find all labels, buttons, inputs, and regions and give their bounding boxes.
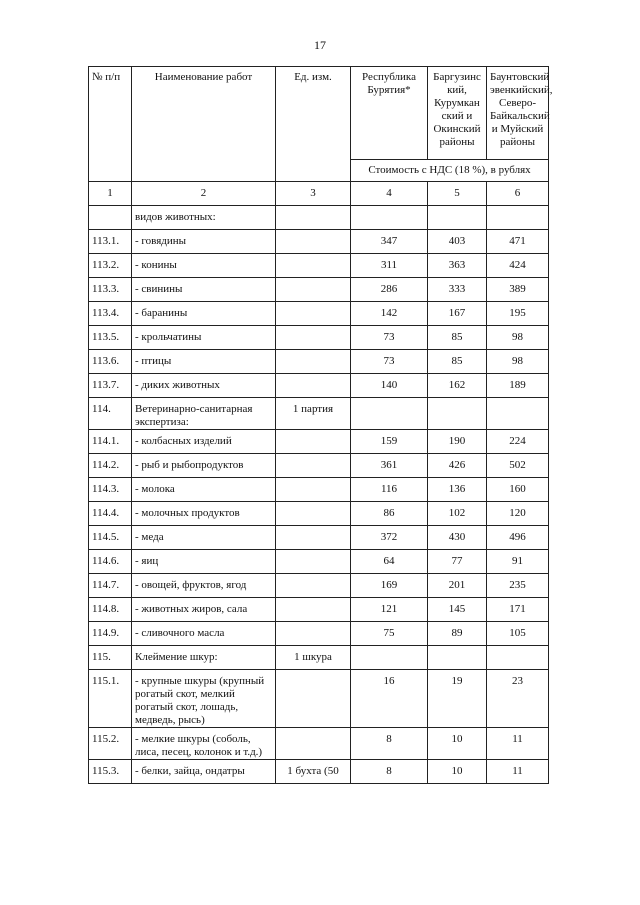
header-col-number: 4 — [351, 182, 428, 206]
row-price-barguzin — [428, 206, 487, 230]
row-price-baunt: 171 — [487, 598, 549, 622]
table-row — [89, 454, 549, 478]
row-price-baunt: 98 — [487, 326, 549, 350]
row-unit — [276, 350, 351, 374]
row-price-republic: 116 — [351, 478, 428, 502]
table-row — [89, 302, 549, 326]
row-unit — [276, 574, 351, 598]
row-price-republic: 372 — [351, 526, 428, 550]
row-unit: 1 бухта (50 — [276, 760, 351, 784]
table-row — [89, 728, 549, 760]
row-price-republic — [351, 646, 428, 670]
table-row — [89, 230, 549, 254]
header-col-number: 6 — [487, 182, 549, 206]
row-work-name: - крольчатины — [132, 326, 276, 350]
row-number — [89, 206, 132, 230]
table-row — [89, 350, 549, 374]
row-number: 114.1. — [89, 430, 132, 454]
row-price-baunt: 389 — [487, 278, 549, 302]
row-price-republic: 8 — [351, 728, 428, 760]
row-price-baunt — [487, 398, 549, 430]
row-number: 114.4. — [89, 502, 132, 526]
row-price-republic: 8 — [351, 760, 428, 784]
row-price-baunt: 98 — [487, 350, 549, 374]
row-price-barguzin: 136 — [428, 478, 487, 502]
row-unit — [276, 302, 351, 326]
row-price-baunt: 160 — [487, 478, 549, 502]
row-unit — [276, 230, 351, 254]
row-number: 114.8. — [89, 598, 132, 622]
header-baunt: Баунтовский эвенкийский, Северо-Байкальский и Муйский районы — [487, 67, 549, 160]
row-price-barguzin: 363 — [428, 254, 487, 278]
row-price-barguzin: 19 — [428, 670, 487, 728]
row-price-barguzin — [428, 398, 487, 430]
row-unit — [276, 622, 351, 646]
row-number: 115.3. — [89, 760, 132, 784]
row-price-barguzin: 85 — [428, 326, 487, 350]
row-work-name: - мелкие шкуры (соболь, лиса, песец, колонок и т.д.) — [132, 728, 276, 760]
row-price-barguzin: 201 — [428, 574, 487, 598]
row-price-republic: 73 — [351, 350, 428, 374]
row-price-republic: 142 — [351, 302, 428, 326]
row-price-baunt: 471 — [487, 230, 549, 254]
row-price-baunt: 502 — [487, 454, 549, 478]
row-work-name: - яиц — [132, 550, 276, 574]
row-unit — [276, 728, 351, 760]
row-price-republic: 86 — [351, 502, 428, 526]
row-price-barguzin: 426 — [428, 454, 487, 478]
row-price-barguzin: 430 — [428, 526, 487, 550]
row-work-name: - говядины — [132, 230, 276, 254]
header-number: № п/п — [89, 67, 132, 182]
row-number: 113.5. — [89, 326, 132, 350]
row-unit — [276, 454, 351, 478]
row-price-baunt: 224 — [487, 430, 549, 454]
row-price-barguzin — [428, 646, 487, 670]
row-number: 115. — [89, 646, 132, 670]
table-row — [89, 526, 549, 550]
table-row — [89, 430, 549, 454]
header-republic: Республика Бурятия* — [351, 67, 428, 160]
row-unit — [276, 278, 351, 302]
row-price-baunt: 23 — [487, 670, 549, 728]
row-price-baunt: 105 — [487, 622, 549, 646]
row-unit — [276, 206, 351, 230]
row-price-republic: 121 — [351, 598, 428, 622]
row-unit: 1 партия — [276, 398, 351, 430]
row-price-barguzin: 333 — [428, 278, 487, 302]
row-price-baunt: 496 — [487, 526, 549, 550]
row-price-barguzin: 85 — [428, 350, 487, 374]
row-work-name: Клеймение шкур: — [132, 646, 276, 670]
row-price-republic: 169 — [351, 574, 428, 598]
row-price-barguzin: 403 — [428, 230, 487, 254]
header-col-number: 2 — [132, 182, 276, 206]
header-col-number: 1 — [89, 182, 132, 206]
table-row — [89, 502, 549, 526]
row-price-republic: 311 — [351, 254, 428, 278]
row-price-baunt: 11 — [487, 728, 549, 760]
row-price-republic: 73 — [351, 326, 428, 350]
table-row — [89, 646, 549, 670]
price-table — [88, 66, 553, 784]
header-numbers-row — [89, 182, 549, 206]
table-row — [89, 478, 549, 502]
row-work-name: - молока — [132, 478, 276, 502]
row-work-name: видов животных: — [132, 206, 276, 230]
header-col-number: 5 — [428, 182, 487, 206]
row-number: 114.6. — [89, 550, 132, 574]
row-work-name: - овощей, фруктов, ягод — [132, 574, 276, 598]
row-work-name: - животных жиров, сала — [132, 598, 276, 622]
row-number: 114.9. — [89, 622, 132, 646]
row-work-name: - колбасных изделий — [132, 430, 276, 454]
row-work-name: - крупные шкуры (крупный рогатый скот, мелкий рогатый скот, лошадь, медведь, рысь) — [132, 670, 276, 728]
table-row — [89, 550, 549, 574]
table-row — [89, 622, 549, 646]
row-number: 113.3. — [89, 278, 132, 302]
table-row — [89, 598, 549, 622]
row-price-republic: 159 — [351, 430, 428, 454]
row-work-name: - конины — [132, 254, 276, 278]
row-work-name: - белки, зайца, ондатры — [132, 760, 276, 784]
row-work-name: - сливочного масла — [132, 622, 276, 646]
table-row — [89, 670, 549, 728]
row-price-baunt: 235 — [487, 574, 549, 598]
table-row — [89, 278, 549, 302]
row-work-name: - меда — [132, 526, 276, 550]
row-price-republic: 140 — [351, 374, 428, 398]
row-number: 113.7. — [89, 374, 132, 398]
header-row — [89, 67, 549, 160]
row-price-baunt: 91 — [487, 550, 549, 574]
row-unit — [276, 430, 351, 454]
row-number: 113.2. — [89, 254, 132, 278]
row-price-barguzin: 102 — [428, 502, 487, 526]
row-price-barguzin: 162 — [428, 374, 487, 398]
row-price-baunt: 195 — [487, 302, 549, 326]
row-price-baunt — [487, 646, 549, 670]
row-unit — [276, 502, 351, 526]
row-price-barguzin: 10 — [428, 760, 487, 784]
row-work-name: - рыб и рыбопродуктов — [132, 454, 276, 478]
table-row — [89, 398, 549, 430]
row-price-republic: 64 — [351, 550, 428, 574]
row-number: 115.1. — [89, 670, 132, 728]
row-price-barguzin: 89 — [428, 622, 487, 646]
row-work-name: - свинины — [132, 278, 276, 302]
row-unit — [276, 254, 351, 278]
row-number: 114.2. — [89, 454, 132, 478]
row-unit — [276, 478, 351, 502]
row-price-republic — [351, 206, 428, 230]
row-number: 114.3. — [89, 478, 132, 502]
row-number: 114.5. — [89, 526, 132, 550]
row-number: 114.7. — [89, 574, 132, 598]
row-price-republic: 75 — [351, 622, 428, 646]
row-number: 113.1. — [89, 230, 132, 254]
row-number: 115.2. — [89, 728, 132, 760]
row-price-baunt: 11 — [487, 760, 549, 784]
header-cost-note: Стоимость с НДС (18 %), в рублях — [351, 160, 549, 182]
row-price-republic: 361 — [351, 454, 428, 478]
row-unit — [276, 526, 351, 550]
row-work-name: - птицы — [132, 350, 276, 374]
row-work-name: - баранины — [132, 302, 276, 326]
table-row — [89, 254, 549, 278]
header-barguzin: Баргузинс кий, Курумкан ский и Окинский районы — [428, 67, 487, 160]
row-unit: 1 шкура — [276, 646, 351, 670]
row-price-barguzin: 190 — [428, 430, 487, 454]
row-work-name: Ветеринарно-санитарная экспертиза: — [132, 398, 276, 430]
row-unit — [276, 326, 351, 350]
table-row — [89, 574, 549, 598]
table-row — [89, 760, 549, 784]
row-unit — [276, 374, 351, 398]
row-price-republic: 347 — [351, 230, 428, 254]
row-price-baunt: 120 — [487, 502, 549, 526]
row-number: 113.6. — [89, 350, 132, 374]
row-price-republic: 286 — [351, 278, 428, 302]
header-work-name: Наименование работ — [132, 67, 276, 182]
table-row — [89, 206, 549, 230]
table-row — [89, 326, 549, 350]
row-unit — [276, 550, 351, 574]
row-price-baunt: 189 — [487, 374, 549, 398]
row-price-baunt — [487, 206, 549, 230]
row-number: 114. — [89, 398, 132, 430]
row-price-republic — [351, 398, 428, 430]
row-price-barguzin: 77 — [428, 550, 487, 574]
header-col-number: 3 — [276, 182, 351, 206]
row-price-barguzin: 167 — [428, 302, 487, 326]
row-number: 113.4. — [89, 302, 132, 326]
row-work-name: - диких животных — [132, 374, 276, 398]
row-price-baunt: 424 — [487, 254, 549, 278]
row-unit — [276, 598, 351, 622]
row-price-barguzin: 145 — [428, 598, 487, 622]
row-price-republic: 16 — [351, 670, 428, 728]
table-row — [89, 374, 549, 398]
row-work-name: - молочных продуктов — [132, 502, 276, 526]
header-unit: Ед. изм. — [276, 67, 351, 182]
row-unit — [276, 670, 351, 728]
row-price-barguzin: 10 — [428, 728, 487, 760]
page-number: 17 — [314, 38, 326, 52]
